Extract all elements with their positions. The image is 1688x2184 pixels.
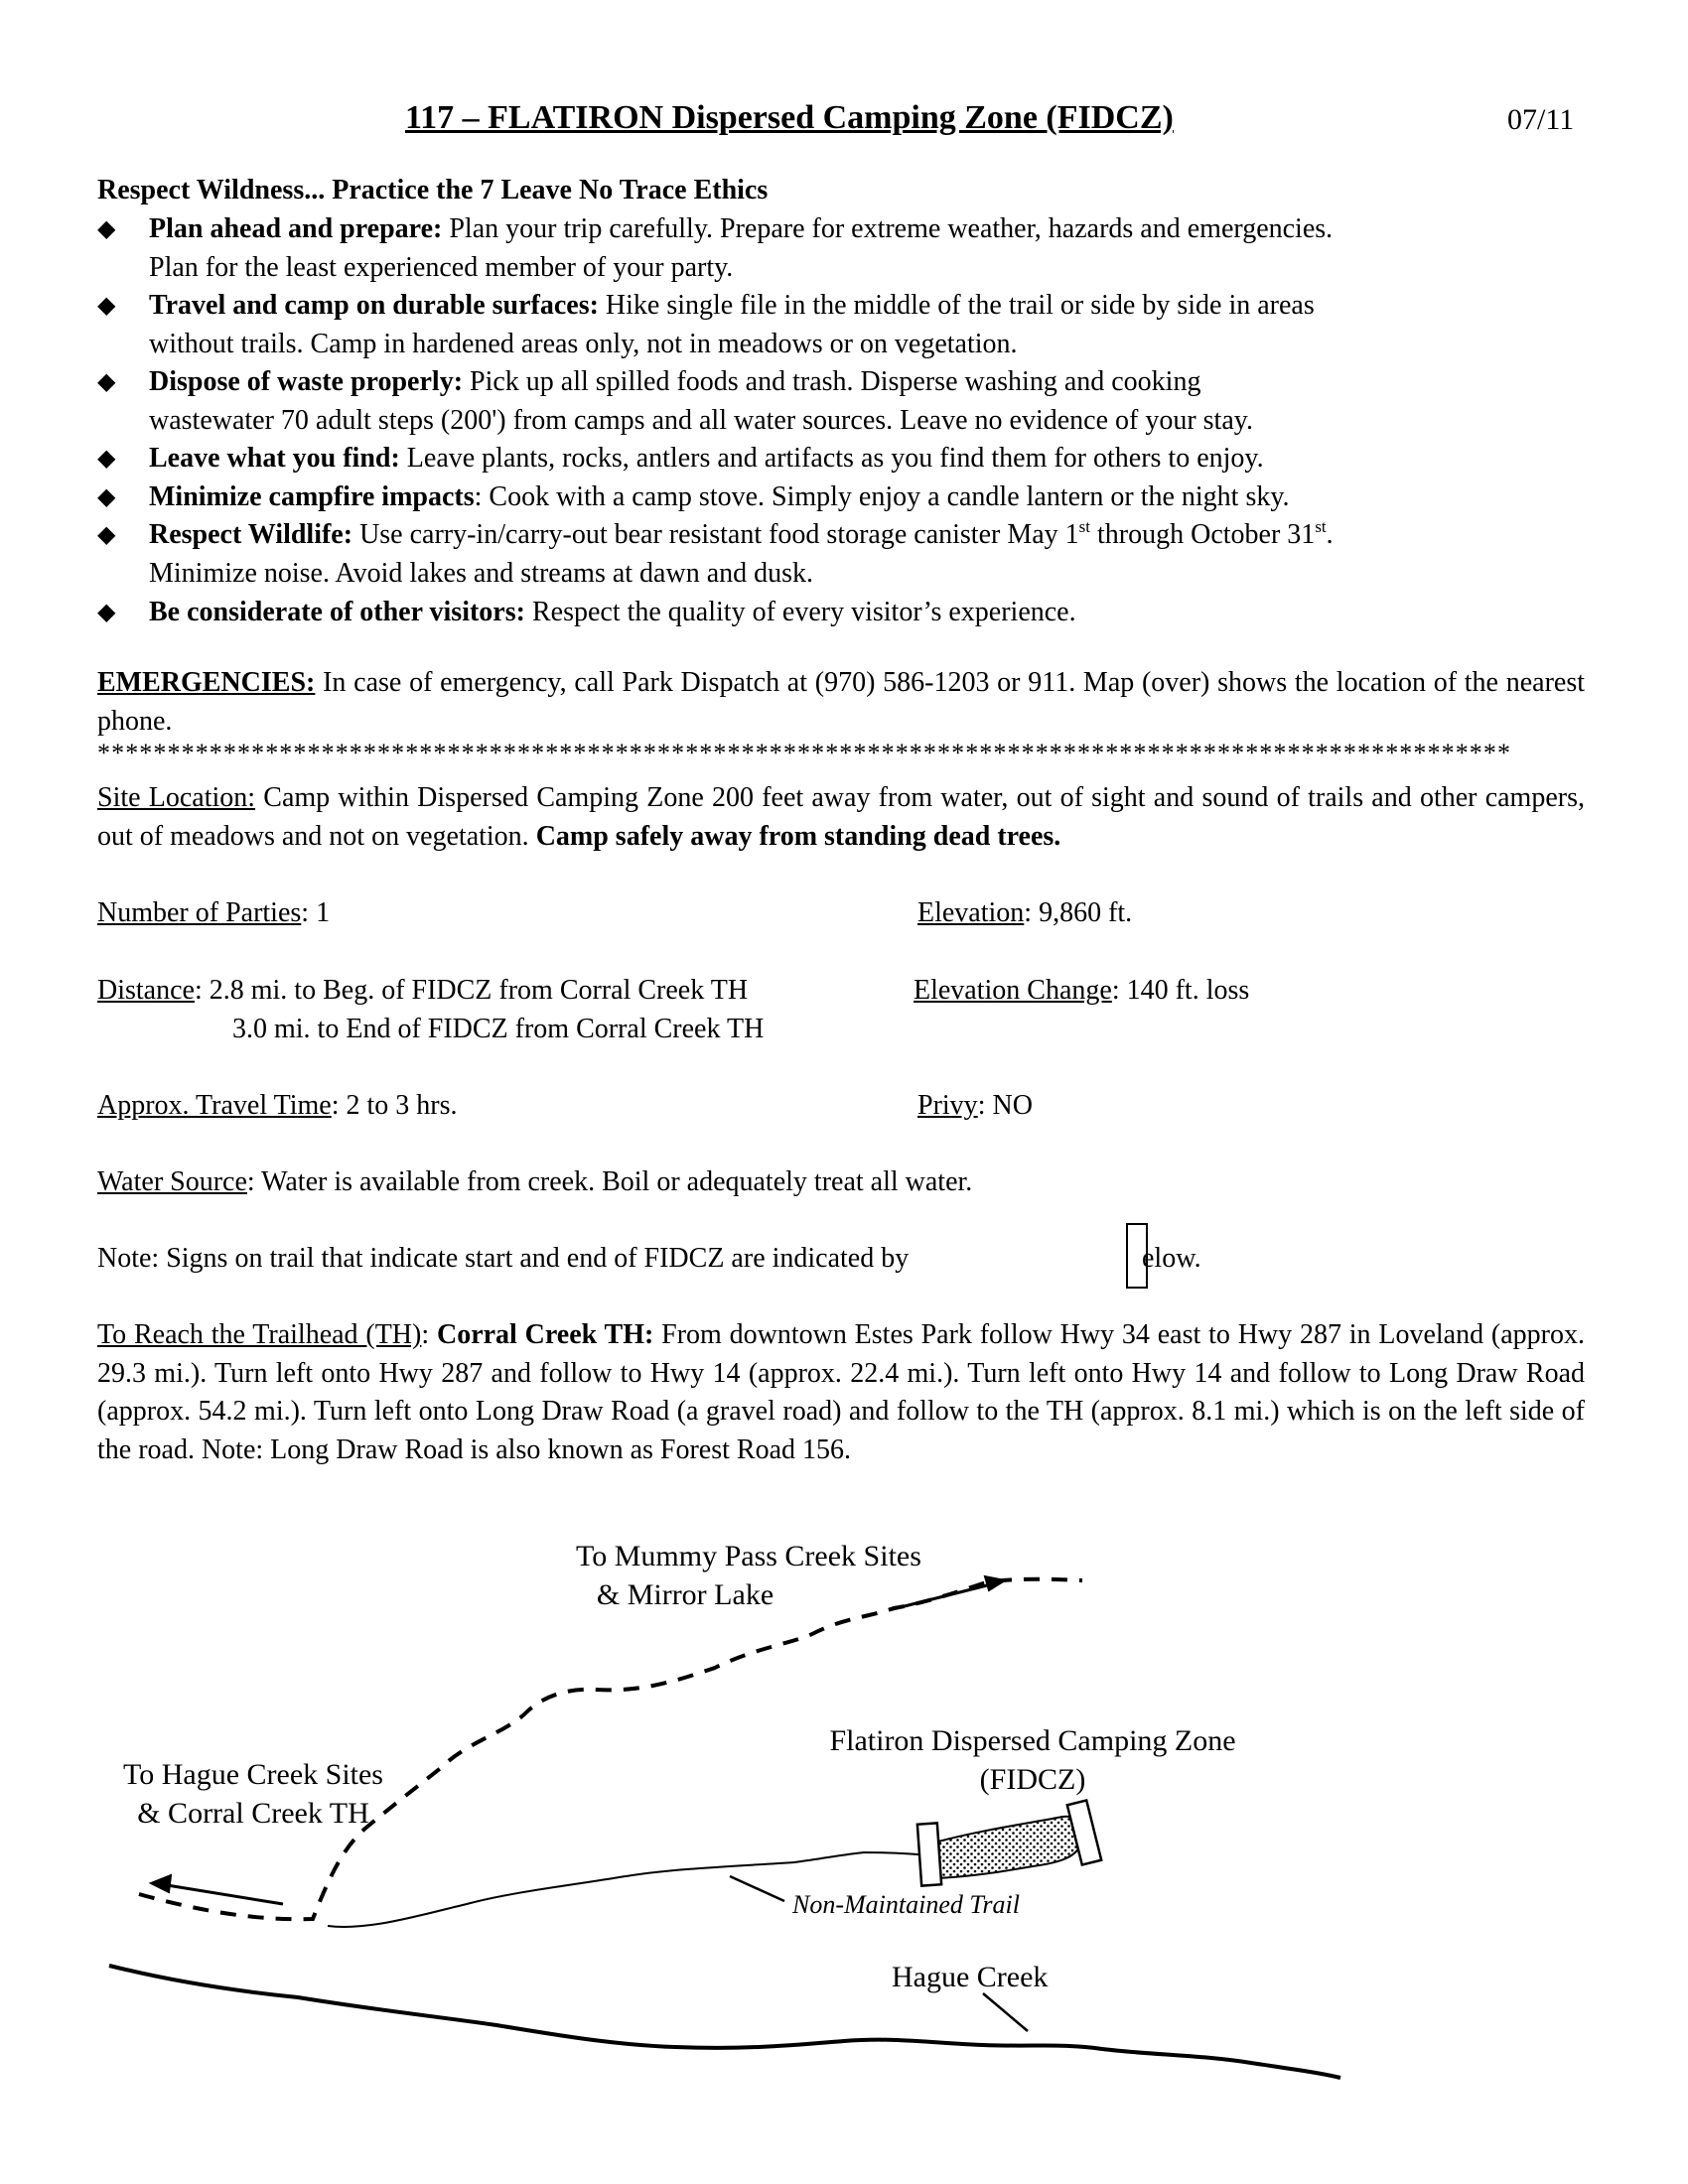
emergencies-label: EMERGENCIES: — [97, 667, 316, 698]
hague-sites-line1: To Hague Creek Sites — [122, 1758, 383, 1791]
bullet-diamond-icon: ◆ — [97, 446, 116, 472]
site-location-warning: Camp safely away from standing dead trees. — [535, 821, 1061, 852]
parties-value: : 1 — [301, 897, 331, 928]
elevation-label: Elevation — [917, 897, 1025, 928]
lnt-item-title: Plan ahead and prepare: — [149, 213, 443, 244]
non-maintained-label: Non-Maintained Trail — [792, 1890, 1020, 1919]
hague-creek-label: Hague Creek — [892, 1961, 1049, 1993]
arrowhead-icon — [151, 1875, 171, 1892]
trailhead-name: Corral Creek TH: — [436, 1319, 654, 1350]
lnt-item-text: Plan your trip carefully. Prepare for extreme weather, hazards and emergencies. — [442, 213, 1334, 244]
travel-time-value: : 2 to 3 hrs. — [331, 1090, 458, 1121]
trailhead-colon: : — [421, 1319, 437, 1350]
distance-row-2: 3.0 mi. to End of FIDCZ from Corral Creek TH — [232, 1014, 765, 1044]
lnt-item-text: Respect the quality of every visitor’s experience. — [524, 597, 1076, 627]
ordinal-suffix: st — [1078, 517, 1091, 536]
privy-label: Privy — [917, 1090, 978, 1121]
emergencies-text: In case of emergency, call Park Dispatch at (970) 586-1203 or 911. Map (over) shows the location of the nearest phone. — [97, 667, 1585, 737]
hague-creek-line — [109, 1966, 1340, 2078]
page-title: 117 – FLATIRON Dispersed Camping Zone (FIDCZ) — [405, 99, 1174, 136]
trailhead-paragraph — [97, 1316, 1585, 1470]
lnt-item-title: Dispose of waste properly: — [149, 366, 464, 397]
water-source-label: Water Source — [97, 1166, 247, 1197]
hague-sites-label — [94, 1755, 412, 1833]
bullet-diamond-icon: ◆ — [97, 293, 116, 319]
mummy-pass-line2: & Mirror Lake — [596, 1578, 774, 1611]
distance-row — [97, 971, 748, 1010]
lnt-item-title: Travel and camp on durable surfaces: — [149, 290, 599, 321]
revision-date: 07/11 — [1507, 103, 1575, 136]
water-source-row — [97, 1162, 972, 1201]
lnt-item-text: Use carry-in/carry-out bear resistant food storage canister May 1 — [352, 519, 1079, 550]
parties-row — [97, 893, 330, 932]
bullet-diamond-icon: ◆ — [97, 522, 116, 548]
travel-time-row — [97, 1086, 458, 1125]
lnt-item-text: : Cook with a camp stove. Simply enjoy a candle lantern or the night sky. — [474, 481, 1290, 512]
non-maintained-pointer — [730, 1876, 784, 1901]
site-location-paragraph — [97, 778, 1585, 856]
lnt-item-title: Be considerate of other visitors: — [149, 597, 525, 627]
lnt-item-text-cont: Minimize noise. Avoid lakes and streams at dawn and dusk. — [149, 557, 814, 589]
site-location-text: Camp within Dispersed Camping Zone 200 feet away from water, out of sight and sound of trails and other campers, out of meadows and not on vegetation. — [97, 782, 1585, 852]
ordinal-suffix: st — [1315, 517, 1327, 536]
lnt-item-text: Leave plants, rocks, antlers and artifacts as you find them for others to enjoy. — [399, 443, 1264, 474]
elevation-change-row — [914, 971, 1249, 1010]
elevation-value: : 9,860 ft. — [1024, 897, 1133, 928]
elevation-row — [917, 893, 1132, 932]
trail-arrow-right — [889, 1581, 1003, 1610]
lnt-item-text: Pick up all spilled foods and trash. Disperse washing and cooking — [463, 366, 1201, 397]
emergencies-paragraph — [97, 663, 1585, 741]
mummy-pass-line1: To Mummy Pass Creek Sites — [576, 1540, 921, 1572]
site-location-label: Site Location: — [97, 782, 256, 813]
section-divider: ***************************************************************************************************** — [97, 739, 1512, 767]
signs-note-text: Note: Signs on trail that indicate start and end of FIDCZ are indicated by — [97, 1243, 910, 1274]
signs-note-end: elow. — [1142, 1243, 1201, 1274]
privy-value: : NO — [977, 1090, 1033, 1121]
privy-row — [917, 1086, 1033, 1125]
lnt-item-text-cont: wastewater 70 adult steps (200') from camps and all water sources. Leave no evidence of your stay. — [149, 404, 1253, 436]
lnt-item-text: through October 31 — [1090, 519, 1316, 550]
trail-arrow-left — [161, 1884, 283, 1904]
elevation-change-label: Elevation Change — [914, 975, 1112, 1006]
lnt-item-title: Respect Wildlife: — [149, 519, 353, 550]
distance-value: : 2.8 mi. to Beg. of FIDCZ from Corral Creek TH — [194, 975, 749, 1006]
elevation-change-value: : 140 ft. loss — [1111, 975, 1250, 1006]
creek-pointer — [983, 1993, 1028, 2031]
bullet-diamond-icon: ◆ — [97, 484, 116, 510]
camping-zone-area — [938, 1817, 1084, 1878]
trailhead-directions: From downtown Estes Park follow Hwy 34 east to Hwy 287 in Loveland (approx. 29.3 mi.). Turn left onto Hwy 287 and follow to Hwy 14 (approx. 22.4 mi.). Turn left onto Hwy 14 and follow to Long Draw Road (approx. 54.2 mi.). Turn left onto Long Draw Road (a gravel road) and follow to the TH (approx. 8.1 mi.) which is on the left side of the road. Note: Long Draw Road is also known as Forest Road 156. — [97, 1319, 1586, 1466]
zone-label — [814, 1721, 1251, 1799]
travel-time-label: Approx. Travel Time — [97, 1090, 332, 1121]
signs-note-row — [97, 1239, 909, 1278]
hague-sites-line2: & Corral Creek TH — [137, 1797, 369, 1830]
lnt-item-title: Minimize campfire impacts — [149, 481, 475, 512]
bullet-diamond-icon: ◆ — [97, 600, 116, 625]
zone-label-line1: Flatiron Dispersed Camping Zone — [829, 1724, 1236, 1757]
zone-start-sign — [917, 1823, 941, 1885]
lnt-heading: Respect Wildness... Practice the 7 Leave No Trace Ethics — [97, 175, 769, 205]
lnt-item-text-cont: without trails. Camp in hardened areas only, not in meadows or on vegetation. — [149, 328, 1018, 359]
lnt-item-text-cont: Plan for the least experienced member of your party. — [149, 251, 734, 283]
distance-label: Distance — [97, 975, 195, 1006]
lnt-item-text: . — [1326, 519, 1334, 550]
zone-label-line2: (FIDCZ) — [979, 1763, 1086, 1796]
bullet-diamond-icon: ◆ — [97, 216, 116, 242]
trailhead-label: To Reach the Trailhead (TH) — [97, 1319, 422, 1350]
water-source-value: : Water is available from creek. Boil or adequately treat all water. — [246, 1166, 973, 1197]
lnt-item-title: Leave what you find: — [149, 443, 400, 474]
mummy-pass-label — [576, 1537, 921, 1614]
bullet-diamond-icon: ◆ — [97, 369, 116, 395]
parties-label: Number of Parties — [97, 897, 302, 928]
lnt-item-text: Hike single file in the middle of the trail or side by side in areas — [598, 290, 1315, 321]
